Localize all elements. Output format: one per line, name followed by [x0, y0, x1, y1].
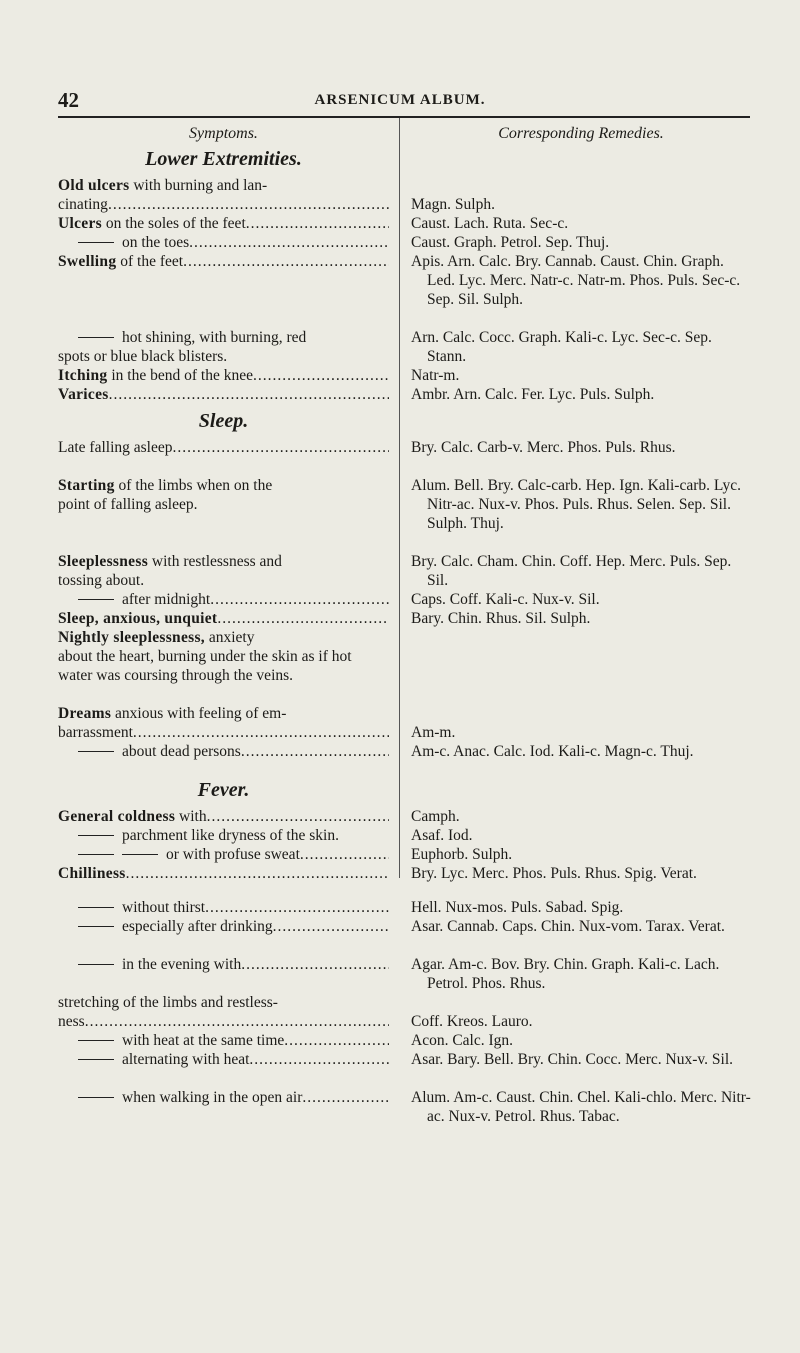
- remedy-profuse-sweat: Euphorb. Sulph.: [411, 846, 513, 863]
- symptom-itching: Itching in the bend of the knee .....: [58, 366, 389, 385]
- remedy-after-midnight: Caps. Coff. Kali-c. Nux-v. Sil.: [411, 591, 600, 608]
- symptom-alternating-heat: alternating with heat .....: [58, 1050, 389, 1069]
- remedies-column: [411, 118, 751, 1318]
- symptom-without-thirst: without thirst .....: [58, 898, 389, 917]
- symptom-open-air: when walking in the open air .....: [58, 1088, 389, 1107]
- remedy-starting: Alum. Bell. Bry. Calc-carb. Hep. Ign. Kali-carb. Lyc. Nitr-ac. Nux-v. Phos. Puls. Rhus. Selen. Sep. Sil. Sulph. Thuj.: [411, 477, 741, 532]
- remedy-dead-persons: Am-c. Anac. Calc. Iod. Kali-c. Magn-c. Thuj.: [411, 743, 694, 760]
- remedy-dreams: Am-m.: [411, 724, 456, 741]
- symptom-hot-shining: hot shining, with burning, red spots or blue black blisters.: [58, 329, 307, 365]
- remedy-itching: Natr-m.: [411, 367, 460, 384]
- remedy-late-falling-asleep: Bry. Calc. Carb-v. Merc. Phos. Puls. Rhus.: [411, 439, 676, 456]
- symptoms-column-lower: [58, 898, 389, 1318]
- remedy-after-drinking: Asar. Cannab. Caps. Chin. Nux-vom. Tarax. Verat.: [411, 918, 725, 935]
- symptom-old-ulcers: Old ulcers with burning and lan- cinating .....: [58, 176, 389, 214]
- column-divider: [399, 118, 400, 878]
- symptom-varices: Varices .....: [58, 385, 389, 404]
- remedy-sleep-anxious: Bary. Chin. Rhus. Sil. Sulph.: [411, 610, 591, 627]
- symptom-nightly-sleeplessness: Nightly sleeplessness, anxiety about the heart, burning under the skin as if hot water was coursing through the veins.: [58, 629, 352, 684]
- symptom-dead-persons: about dead persons .....: [58, 742, 389, 761]
- remedy-ulcers-toes: Caust. Graph. Petrol. Sep. Thuj.: [411, 234, 610, 251]
- symptom-evening: in the evening with .....: [58, 955, 389, 974]
- section-fever: Fever.: [197, 779, 250, 801]
- symptoms-heading: Symptoms.: [189, 125, 258, 142]
- symptom-sleep-anxious: Sleep, anxious, unquiet .....: [58, 609, 389, 628]
- remedy-chilliness: Bry. Lyc. Merc. Phos. Puls. Rhus. Spig. Verat.: [411, 865, 697, 882]
- symptom-profuse-sweat: or with profuse sweat .....: [58, 845, 389, 864]
- remedy-parchment: Asaf. Iod.: [411, 827, 473, 844]
- remedy-open-air: Alum. Am-c. Caust. Chin. Chel. Kali-chlo. Merc. Nitr-ac. Nux-v. Petrol. Rhus. Tabac.: [411, 1089, 751, 1125]
- symptom-sleeplessness: Sleeplessness with restlessness and tossing about.: [58, 553, 282, 589]
- symptom-heat-same-time: with heat at the same time .....: [58, 1031, 389, 1050]
- remedy-ulcers-soles: Caust. Lach. Ruta. Sec-c.: [411, 215, 569, 232]
- remedy-old-ulcers: Magn. Sulph.: [411, 196, 495, 213]
- page-number: 42: [58, 88, 79, 112]
- running-title: ARSENICUM ALBUM.: [314, 92, 486, 108]
- remedy-hot-shining: Arn. Calc. Cocc. Graph. Kali-c. Lyc. Sec-c. Sep. Stann.: [411, 329, 712, 365]
- symptom-stretching: stretching of the limbs and restless- ness .....: [58, 993, 389, 1031]
- symptom-general-coldness: General coldness with .....: [58, 807, 389, 826]
- remedy-without-thirst: Hell. Nux-mos. Puls. Sabad. Spig.: [411, 899, 624, 916]
- symptom-after-midnight: after midnight .....: [58, 590, 389, 609]
- remedy-swelling: Apis. Arn. Calc. Bry. Cannab. Caust. Chin. Graph. Led. Lyc. Merc. Natr-c. Natr-m. Phos. Puls. Sec-c. Sep. Sil. Sulph.: [411, 253, 741, 308]
- remedy-heat-same-time: Acon. Calc. Ign.: [411, 1032, 514, 1049]
- symptom-dreams: Dreams anxious with feeling of em- barrassment .....: [58, 704, 389, 742]
- symptom-parchment: parchment like dryness of the skin.: [58, 826, 389, 845]
- remedy-evening: Agar. Am-c. Bov. Bry. Chin. Graph. Kali-c. Lach. Petrol. Phos. Rhus.: [411, 956, 720, 992]
- remedy-stretching: Coff. Kreos. Lauro.: [411, 1013, 533, 1030]
- symptom-late-falling-asleep: Late falling asleep .....: [58, 438, 389, 457]
- symptom-after-drinking: especially after drinking .....: [58, 917, 389, 936]
- remedies-heading: Corresponding Remedies.: [498, 125, 664, 142]
- symptom-swelling: Swelling of the feet .....: [58, 252, 389, 271]
- remedy-varices: Ambr. Arn. Calc. Fer. Lyc. Puls. Sulph.: [411, 386, 655, 403]
- symptom-ulcers-toes: on the toes .....: [58, 233, 389, 252]
- remedy-alternating-heat: Asar. Bary. Bell. Bry. Chin. Cocc. Merc. Nux-v. Sil.: [411, 1051, 734, 1068]
- section-lower-extremities: Lower Extremities.: [145, 148, 302, 170]
- remedy-general-coldness: Camph.: [411, 808, 460, 825]
- symptoms-column: [58, 118, 389, 898]
- symptom-starting: Starting of the limbs when on the point of falling asleep.: [58, 477, 273, 513]
- symptom-ulcers-soles: Ulcers on the soles of the feet .....: [58, 214, 389, 233]
- section-sleep: Sleep.: [198, 410, 249, 432]
- remedy-sleeplessness: Bry. Calc. Cham. Chin. Coff. Hep. Merc. Puls. Sep. Sil.: [411, 553, 732, 589]
- symptom-chilliness: Chilliness .....: [58, 864, 389, 883]
